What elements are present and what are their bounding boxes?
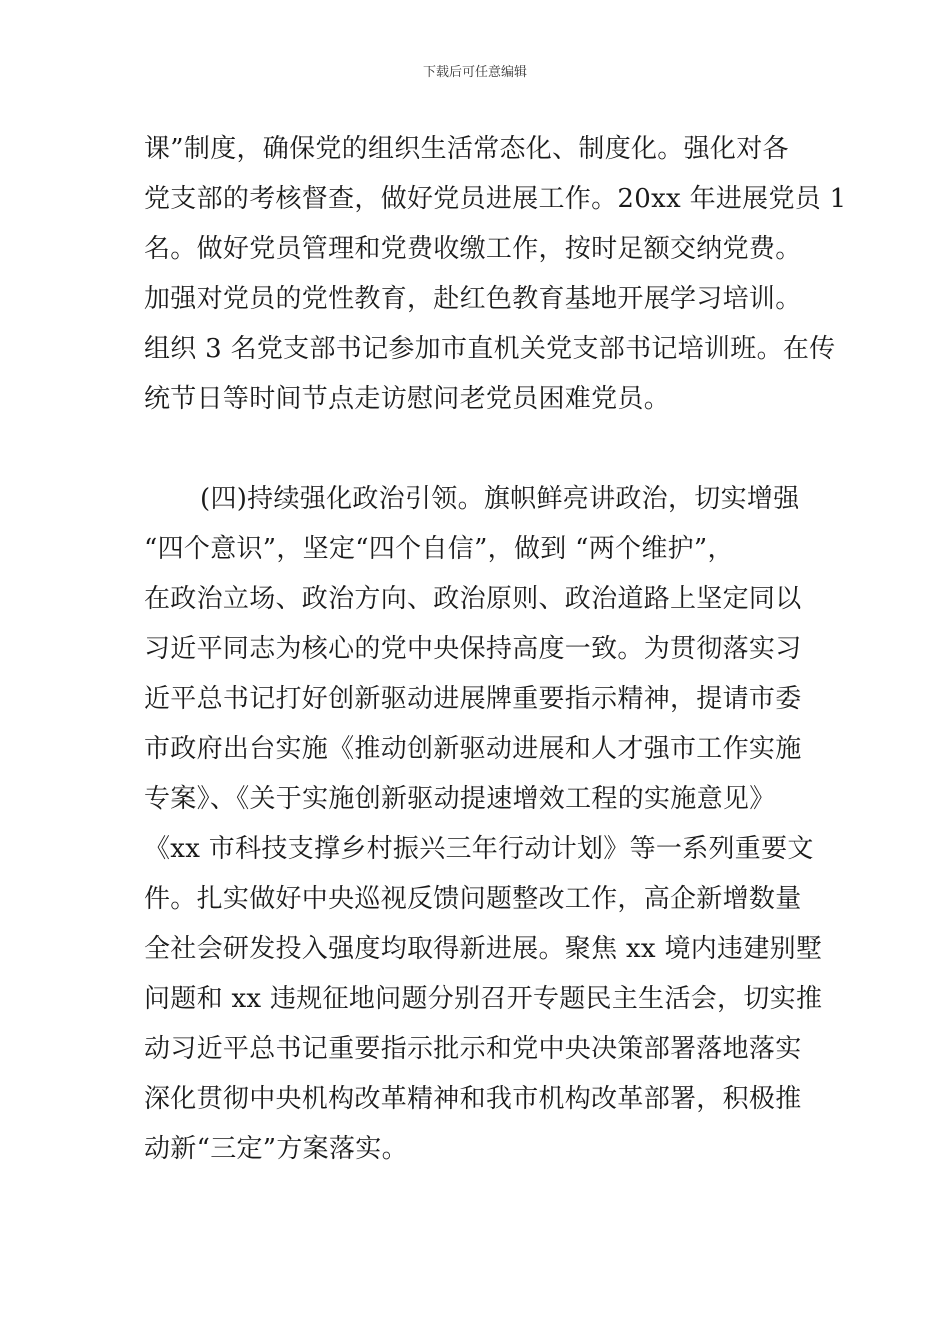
- text-line: 加强对党员的党性教育，赴红色教育基地开展学习培训。: [144, 284, 802, 314]
- text-line: 市政府出台实施《推动创新驱动进展和人才强市工作实施: [144, 734, 802, 764]
- paragraph-political-leadership: [144, 474, 823, 1174]
- text-line: 在政治立场、政治方向、政治原则、政治道路上坚定同以: [144, 584, 802, 614]
- text-line: 动习近平总书记重要指示批示和党中央决策部署落地落实: [144, 1034, 802, 1064]
- paragraph-party-building: [144, 124, 847, 424]
- text-line: 名。做好党员管理和党费收缴工作，按时足额交纳党费。: [144, 234, 802, 264]
- text-line: “四个意识”，坚定“四个自信”，做到 “两个维护”，: [144, 534, 734, 564]
- text-line: 党支部的考核督查，做好党员进展工作。20xx 年进展党员 1: [144, 184, 847, 214]
- text-line: (四)持续强化政治引领。旗帜鲜亮讲政治，切实增强: [200, 484, 800, 514]
- text-line: 组织 3 名党支部书记参加市直机关党支部书记培训班。在传: [144, 334, 836, 364]
- text-line: 深化贯彻中央机构改革精神和我市机构改革部署，积极推: [144, 1084, 802, 1114]
- text-line: 习近平同志为核心的党中央保持高度一致。为贯彻落实习: [144, 634, 802, 664]
- text-line: 问题和 xx 违规征地问题分别召开专题民主生活会，切实推: [144, 984, 823, 1014]
- text-line: 件。扎实做好中央巡视反馈问题整改工作，高企新增数量: [144, 884, 802, 914]
- text-line: 专案》、《关于实施创新驱动提速增效工程的实施意见》: [144, 784, 776, 814]
- text-line: 课”制度，确保党的组织生活常态化、制度化。强化对各: [144, 134, 789, 164]
- page-header: 下载后可任意编辑: [422, 65, 527, 80]
- text-line: 全社会研发投入强度均取得新进展。聚焦 xx 境内违建别墅: [144, 934, 823, 964]
- text-line: 《xx 市科技支撑乡村振兴三年行动计划》等一系列重要文: [144, 834, 814, 864]
- text-line: 统节日等时间节点走访慰问老党员困难党员。: [144, 384, 671, 414]
- text-line: 动新“三定”方案落实。: [144, 1134, 408, 1164]
- text-line: 近平总书记打好创新驱动进展牌重要指示精神，提请市委: [144, 684, 802, 714]
